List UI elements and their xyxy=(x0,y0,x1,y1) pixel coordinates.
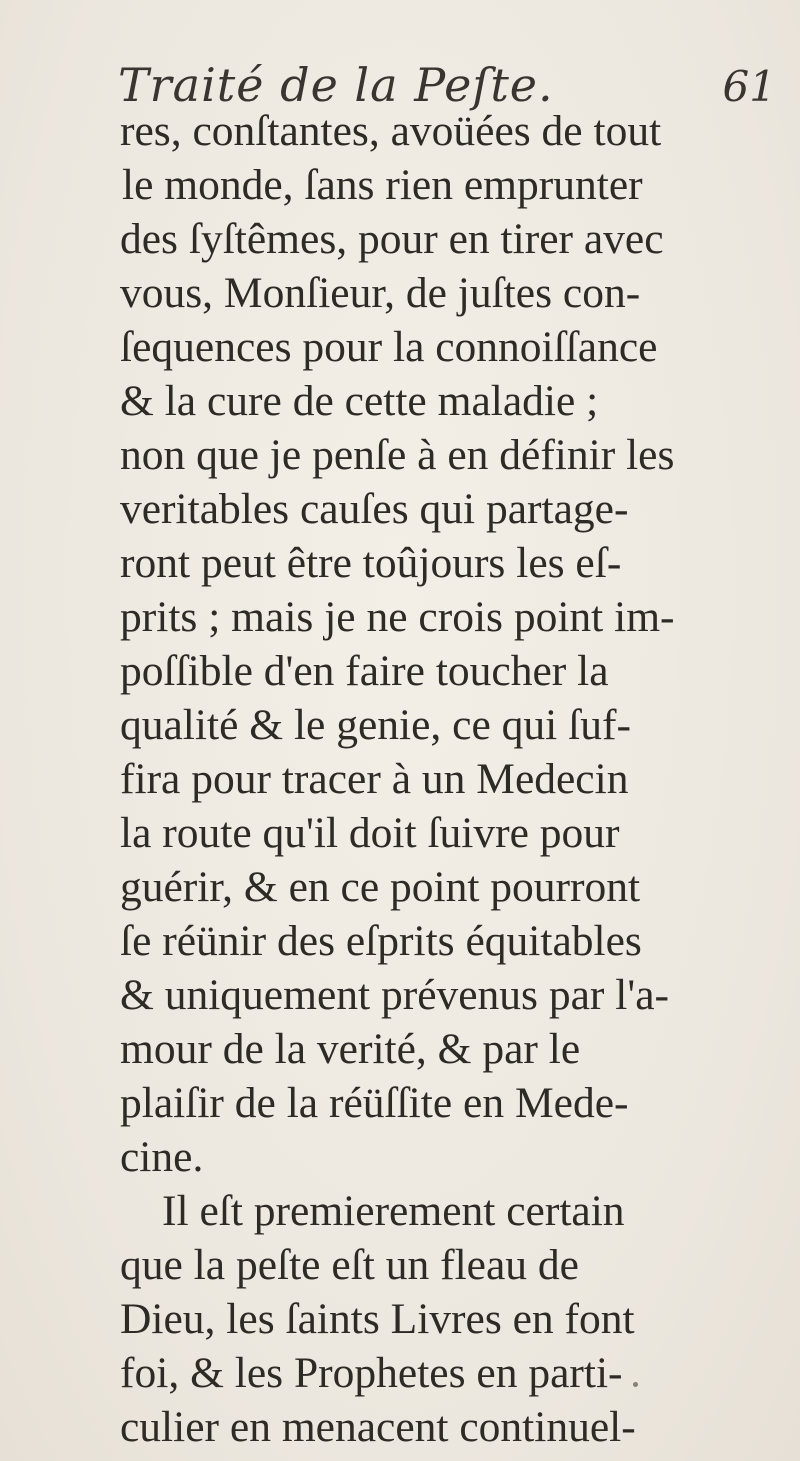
text-line: plaiſir de la réüſſite en Mede- xyxy=(120,1079,629,1127)
text-line: qualité & le genie, ce qui ſuf- xyxy=(120,701,631,749)
running-title: Traité de la Peſte. xyxy=(118,58,554,112)
text-line: ſequences pour la connoiſſance xyxy=(120,323,658,371)
text-line: veritables cauſes qui partage- xyxy=(120,485,629,533)
paper-speck xyxy=(633,1382,638,1387)
text-line: non que je penſe à en définir les xyxy=(120,431,675,479)
text-line: & la cure de cette maladie ; xyxy=(120,377,599,425)
text-line: culier en menacent continuel- xyxy=(120,1403,636,1451)
text-line: des ſyſtêmes, pour en tirer avec xyxy=(120,215,664,263)
text-line: ront peut être toûjours les eſ- xyxy=(120,539,622,587)
text-line: vous, Monſieur, de juſtes con- xyxy=(120,269,641,317)
text-line: fira pour tracer à un Medecin xyxy=(120,755,629,803)
text-line: mour de la verité, & par le xyxy=(120,1025,581,1073)
text-line: poſſible d'en faire toucher la xyxy=(120,647,609,695)
text-line: & uniquement prévenus par l'a- xyxy=(120,971,669,1019)
text-line: ſe réünir des eſprits équitables xyxy=(120,917,642,965)
page-number: 61 xyxy=(722,62,776,111)
paragraph-start-line: Il eſt premierement certain xyxy=(162,1187,625,1235)
text-line: res, conſtantes, avoüées de tout xyxy=(120,107,662,155)
text-line: la route qu'il doit ſuivre pour xyxy=(120,809,620,857)
text-line: le monde, ſans rien emprunter xyxy=(122,161,643,209)
text-line: que la peſte eſt un fleau de xyxy=(120,1241,579,1289)
text-line: prits ; mais je ne crois point im- xyxy=(120,593,675,641)
text-line: cine. xyxy=(120,1133,204,1181)
text-line: guérir, & en ce point pourront xyxy=(120,863,641,911)
text-line: Dieu, les ſaints Livres en font xyxy=(120,1295,635,1343)
text-line: foi, & les Prophetes en parti- xyxy=(120,1349,623,1397)
